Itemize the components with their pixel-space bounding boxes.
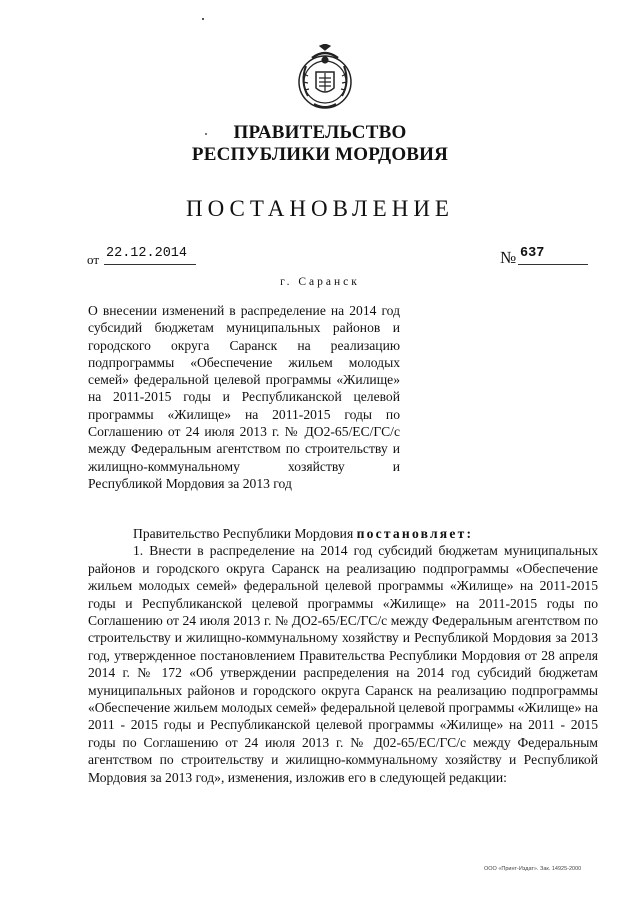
printer-footer: ООО «Принт-Издат». Зак. 14925-2000 [484, 866, 582, 872]
intro-paragraph [88, 525, 598, 542]
document-body [88, 525, 598, 786]
decree-keyword: постановляет: [356, 526, 474, 541]
subject-text: О внесении изменений в распределение на 2014 год субсидий бюджетам муниципальных районов и городского округа Саранск на реализацию подпрограммы «Обеспечение жильем молодых семей» федеральной целевой программы «Жилище» на 2011-2015 годы и Республиканской целевой программы «Жилище» на 2011-2015 годы по Соглашению от 24 июля 2013 г. № ДО2-65/ЕС/ГС/с между Федеральным агентством по строительству и жилищно-коммунальному хозяйству и [88, 303, 400, 474]
date-underline [104, 264, 196, 265]
number-underline [518, 264, 588, 265]
document-date: 22.12.2014 [106, 246, 188, 261]
date-prefix: от [87, 252, 100, 267]
number-prefix: № [500, 248, 517, 267]
coat-of-arms-icon [294, 44, 356, 112]
document-subject [88, 302, 400, 492]
paragraph-item-1: 1. Внести в распределение на 2014 год субсидий бюджетам муниципальных районов и городского округа Саранск на реализацию подпрограммы «Обеспечение жильем молодых семей» федеральной целевой программы «Жилище» на 2011-2015 годы и Республиканской целевой программы «Жилище» на 2011-2015 годы по Соглашению от 24 июля 2013 г. № ДО2-65/ЕС/ГС/с между Федеральным агентством по строительству и жилищно-коммунальному хозяйству и Республикой Мордовия за 2013 год, утвержденное постановлением Правительства Республики Мордовия от 28 апреля 2014 г. № 172 «Об утверждении распределения на 2014 год субсидий бюджетам муниципальных районов и городского округа Саранск на реализацию подпрограммы «Обеспечение жильем молодых семей» федеральной целевой программы «Жилище» на 2011 - 2015 годы и Республиканской целевой программы «Жилище» на 2011 - 2015 годы по Соглашению от 24 июля 2013 г. № Д02-65/ЕС/ГС/с между Федеральным агентством по строительству и жилищно-коммунальному хозяйству и Республикой Мордовия за 2013 год», изменения, изложив его в следующей редакции: [88, 543, 598, 785]
org-name-line2: РЕСПУБЛИКИ МОРДОВИЯ [191, 144, 449, 165]
subject-text-last-line: Республикой Мордовия за 2013 год [88, 475, 292, 491]
intro-text: Правительство Республики Мордовия [133, 526, 357, 541]
city-name: г. Саранск [280, 276, 360, 288]
scan-speck [202, 18, 204, 20]
org-name-line1: ПРАВИТЕЛЬСТВО [233, 122, 407, 143]
document-type-title: ПОСТАНОВЛЕНИЕ [186, 196, 454, 221]
document-number: 637 [520, 246, 545, 261]
